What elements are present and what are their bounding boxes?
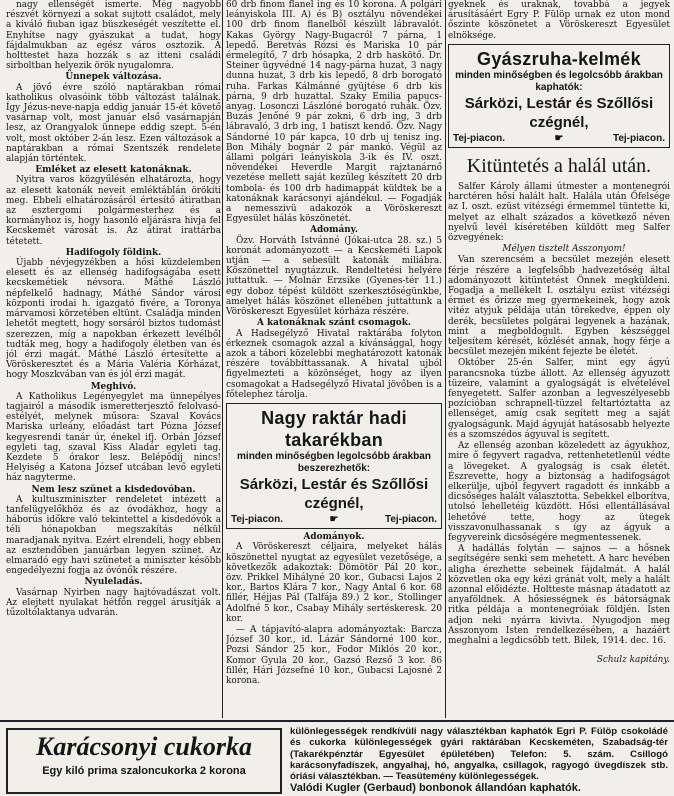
article-text: Október 25-én Salfer, mint egy ágyú parancsnoka túzbe állott. Az ellenség ágyuzott tüzeire, valamint a gyalogságát is elvételével fenyegetett. Salfer azonban a legveszélyesebb pozícióban schrapnell-tüzzel feltartóztatta az ellenséget, amíg csak segített meg a saját gyalogságunk. Majd ágyuját hatásosabb helyezte és a szomszédos ágyuval is segített. — [448, 358, 670, 440]
ad-title: Gyászruha-kelmék — [477, 48, 641, 69]
column-divider — [445, 0, 446, 718]
article-text: A hadállás folytán — sajnos — a hősnek segítségére senki sem mehetett. A harc hevében aligha érezhette sebeinek fájdalmát. A halál közvetlen oka egy kézi gránát volt, mely a halált azonnal előidézte. Holtteste másnap átadatott az anyaföldnek. A hősiességnek és bátorságnak ritka példája a montenegróiak földjén. Isten adjon neki nyárra kivivta. Nyugodjon meg Asszonyom Isten rendelkezésében, a hazáért meghalni a legdicsőbb tett. Bilek, 1914. dec. 16. — [448, 544, 670, 646]
ad-subtitle: minden minőségben és legolcsóbb árakban kaphatók: — [455, 69, 663, 93]
article-text: Az ellenség azonban közeledett az ágyukhoz, mire ő fegyvert ragadva, rettenhetetlenül védte a lövegeket. A gyalogság is csak életét. Észrevette, hogy a biztonság a hadifogságot elkerülje, ujból fegyvert ragadott és innkább a dicsőséges halált választotta. Sebekkel elborítva, utolsó lehelletéig küzdött. Hősi ellentállásával lehetővé tette, hogy az ütegek visszavonulhassanak s így az ágyuk a fegyvereink dicsőségére megmentessenek. — [448, 441, 670, 543]
column-divider — [222, 0, 223, 718]
article-text: Van szerencsém a becsület mezején elesett férje részére a legfelsőbb hadvezetőség által adományozott kitüntetést Önnek megküldeni. Fogadja a mellékelt I. osztályu ezüst vitézségi érmet és őrizze meg gyermekeinek, hogy azok vitéz atyjuk példája után törekedve, éppen oly derék, becsületes polgárai legyenek a hazának, mint a megboldogult. Egyben készséggel teljesítem kérését, közlését annak, hogy férje a becsület mezején miként fejezte be életét. — [448, 255, 670, 358]
article-heading: A katonáknak szánt csomagok. — [257, 318, 411, 329]
article-text: Salfer Károly állami útmester a montenegrói harctéren hősi halált halt. Halála után Őfelsége az I. oszt. ezüst vitézségi érmemmel tüntette ki, melyet az elhalt százados a következő néven nyelvű levél kíséretében küldött meg Salfer özvegyének: — [448, 182, 670, 244]
article-text: Újabb névjegyzékben a hősi küzdelemben elesett és az ellenség hadifogságába esett kecskemétiek névsora. Máthé László népfelkelő hadnagy, Máthé Sándor városi központi irodai h. igazgató fivére, a Toronya márvamosi körzetében eltünt. Családja minden lehetőt megtett, hogy sorsáról biztos tudomást szerezzen, míg a napokban érkezett levélből tudták meg, hogy a hadifogoly életben van és jól érzi magát. Máthé László értesítette a Vöröskeresztet és a Mária Valéria Kórházat, hogy Moszkvában van és jól érzi magát. — [6, 258, 221, 381]
letter-salutation: Mélyen tisztelt Asszonyom! — [502, 244, 626, 255]
article-text: gyeknek és uraknak, tovabbá a jegyek árusításáért Egry P. Fülöp urnak ez uton mond őszinte köszönetet a Vöröskereszt Egyesület elnöksége. — [448, 0, 670, 41]
article-heading: Adomány. — [310, 225, 358, 236]
candy-ad-last-line: Valódi Kugler (Gerbaud) bonbonok állandóan kaphatók. — [290, 782, 581, 795]
candy-ad-subtitle: Egy kiló prima szaloncukorka 2 korona — [42, 765, 246, 777]
ad-subtitle: minden minőségben legolcsóbb árakban beszerezhetők: — [237, 450, 431, 474]
mourning-fabrics-ad — [448, 44, 670, 148]
ad-location-left: Tej-piacon. — [231, 513, 284, 525]
article-heading: Meghivó. — [90, 381, 137, 392]
article-heading: Nyuleladás. — [84, 577, 143, 588]
article-text: Nyitra varos közgyűlésén elhatározta, hogy az elesett katonák neveit emléktáblán örökíti meg. Ebbeli elhatározásáról értesítő átiratban az esztergomi polgármesterhez és a kormányhoz is, hogy hasonló eljárásra hivja fel Kecskemét városát is. Az átirat irattárba tétetett. — [6, 175, 221, 247]
candy-ad-body: különlegességek rendkívüli nagy választékban kaphatók Egri P. Fülöp csokoládé és cukorka különlegességek gyári raktárában Kecskeméten, Szabadság-tér (Takarékpénztár Egyesület épületében) Telefon: 5. szám. Csillogó karácsonyfadíszek, angyalhaj, hó, angyalka, csillagok, ragyogó üvegdíszek stb. óriási választékban. — Teasütemény különlegességek. — [290, 726, 668, 783]
column-right — [448, 0, 670, 718]
article-text: 60 drb finom flanel ing és 10 korona. A polgári leányiskola III. A) és B) osztályu növendékei 100 drb finom flanelből készült lábravalót. Kakas György Nagy-Bugacról 7 párna, 1 lepedő. Beretvás Rózsi és Mariska 10 pár érmelegítő, 7 drb hósapka, 2 drb haskötő. Dr. Steiner ügyvédné 14 nagy-párna huzat, 3 nagy dunna huzat, 3 drb kis lepedő, 8 drb borogató ruha. Farkas Kálmánné gyüjtése 6 drb kis párna, 9 drb huzattal. Szaky Emilia papucs-anyag. Losonczi Lászlóné borogató ruhák. Özv. Buzás Jenőné 9 pár zokni, 6 drb ing, 3 drb lábravaló, 3 drb ing, 1 batiszt kendő. Özv. Nagy Sándorné 10 pár kapca, 10 drb uj tenisz ing. Bon Mihály bognár 2 pár mankó. Végül az állami polgári leányiskola 3-ik és IV. oszt. növendékei Heverdle Margit rajztanárnő vezetése mellett saját kezűleg készített 20 drb tombola- és 100 drb hadimappát küldtek be a katonáknak karácsonyi ajándékul. — Fogadják a nemesszivü adakozók a Vöröskereszt Egyesület hálás köszönetét. — [226, 0, 442, 225]
article-heading: Hadifogoly földink. — [65, 247, 162, 258]
article-text: A jövő évre szóló naptárakban római katholikus olvasóink több változást találnak. Így Jézus-neve-napja eddig január 15-ét követő vasárnap volt, most január első vasárnapján lesz, az Orangyalok ünnepe eddig szept. 5-én volt, most október 2-án lesz. Ezen változások a naptárakban a római Szentszék rendelete alapján történtek. — [6, 82, 221, 165]
column-middle — [226, 0, 442, 718]
bottom-advertisement — [0, 720, 674, 796]
article-text: nagy ellenségét ismerte. Még nagyobb részvét környezi a sokat sujtott családot, mely a kiváló fiuban igaz büszkeségét veszítette el. Enyhítse nagy gyászukat a tudat, hogy fájdalmukban az egész város osztozik. A holttestet haza hozzák s az itteni családi sirboltban helyezik örök nyugalomra. — [6, 0, 221, 72]
article-text: A kultuszminiszter rendeletet intézett a tanfelügyelőkhöz és az óvodákhoz, hogy a háborús időkre való tekintettel a kisdedóvók a téli hónapokban megszakítás nélkül maradjanak nyitva. Ezért elrendeli, hogy ebben az esztendőben januárban legyen szünet. Az elmaradó egy havi szünetet a miniszter késöbb engedélyezni fogja az óvónők részére. — [6, 494, 221, 577]
ad-shop-names: Sárközi, Lestár és Szőllősi czégnél, — [239, 475, 429, 512]
ad-location-left: Tej-piacon. — [453, 132, 506, 144]
column-left — [6, 0, 221, 718]
ad-shop-names: Sárközi, Lestár és Szőllősi czégnél, — [464, 94, 654, 131]
article-heading: Emléket az elesett katonáknak. — [35, 165, 192, 176]
article-heading: Nem lesz szünet a kisdedovóban. — [31, 484, 196, 495]
ad-location-row — [453, 134, 665, 144]
article-text: Vasárnap Nyirben nagy hajtóvadászat volt. Az elejtett nyulakat hétfőn reggel árusítják a tűzoltólaktanya udvarán. — [6, 587, 221, 618]
ad-title: Nagy raktár hadi takarékban — [261, 407, 407, 450]
article-text: — A tápjavító-alapra adományoztak: Barcza József 30 kor., id. Lázár Sándorné 100 kor., Pozsi Sándor 25 kor., Fodor Miklós 20 kor., Komor Gyula 20 kor., Gazsó Rezső 3 kor. 86 fillér, Hári Józsefné 10 kor., Gubacsi Lajosné 2 korona. — [226, 624, 442, 686]
war-savings-ad — [226, 403, 442, 529]
candy-ad-text — [290, 726, 668, 795]
article-text: A Katholikus Legényegylet ma ünnepélyes tagjairól a második ismeretterjesztő felolvasó-estélyét, melynek műsora: Szaval Kovács Mariska urleány, előadást tart Pózna József kegyesrendi tanár úr, énekel ifj. Orbán József egyleti tag, szaval Kiss Aladár egyleti tag. Kezdete 5 órakor lesz. Belépődíj nincs! Helyiség a Katona József utcában levő egyleti ház nagyterme. — [6, 391, 221, 484]
candy-ad-title: Karácsonyi cukorka — [36, 732, 252, 761]
article-text: A Vöröskereszt céljaira, melyeket hálás köszönettel nyugtat az egyesület vezetősége, a következők adakoztak: Dömötör Pál 20 kor., özv. Prikkel Mihályné 20 kor., Gubacsi Lajos 2 kor., Bartos Klára 7 kor., Nagy Antal 6 kor. 68 fillér, Héjjas Pál (Talfája 89.) 2 kor., Stollinger Adolfné 5 kor., Csabay Mihály sertéskeresk. 20 kor. — [226, 542, 442, 624]
candy-ad-box — [6, 728, 282, 794]
ad-location-right: Tej-piacon. — [612, 132, 665, 144]
ad-location-row — [231, 515, 437, 525]
ad-location-right: Tej-piacon. — [384, 513, 437, 525]
article-heading: Adományok. — [303, 532, 365, 543]
article-title: Kitüntetés a halál után. — [466, 155, 652, 178]
letter-signature: Schulz kapitány. — [596, 655, 670, 666]
article-heading: Ünnepek változása. — [65, 72, 162, 83]
pointing-hand-icon: ☛ — [329, 513, 339, 525]
pointing-hand-icon: ☛ — [554, 132, 564, 144]
article-text: A Hadsegélyző Hivatal raktárába folyton érkeznek csomagok azzal a kívánsággal, hogy azok a tábori közelebbi meghatározott katonák részére továbbíttassanak. A hivatal ujból figyelmezteti a közönséget, hogy az ilyen csomagokat a Hadsegélyző Hivatal jövőben is a főtelephez tárolja. — [226, 328, 442, 400]
article-text: Özv. Horváth Istvánné (Jókai-utca 28. sz.) 5 koronát adományozott — a Kecskeméti Lapok utján — a sebesült katonák miliábra. Köszönettel nyugtázzuk. Rendeltetési helyére juttattuk. — Molnár Erzsike (Gyenes-tér 11.) egy doboz tépést küldött szerkesztőségünkbe, amelyet hálás köszönet ellenében juttattunk a Vöröskereszt Egyesület kórháza részére. — [226, 235, 442, 318]
